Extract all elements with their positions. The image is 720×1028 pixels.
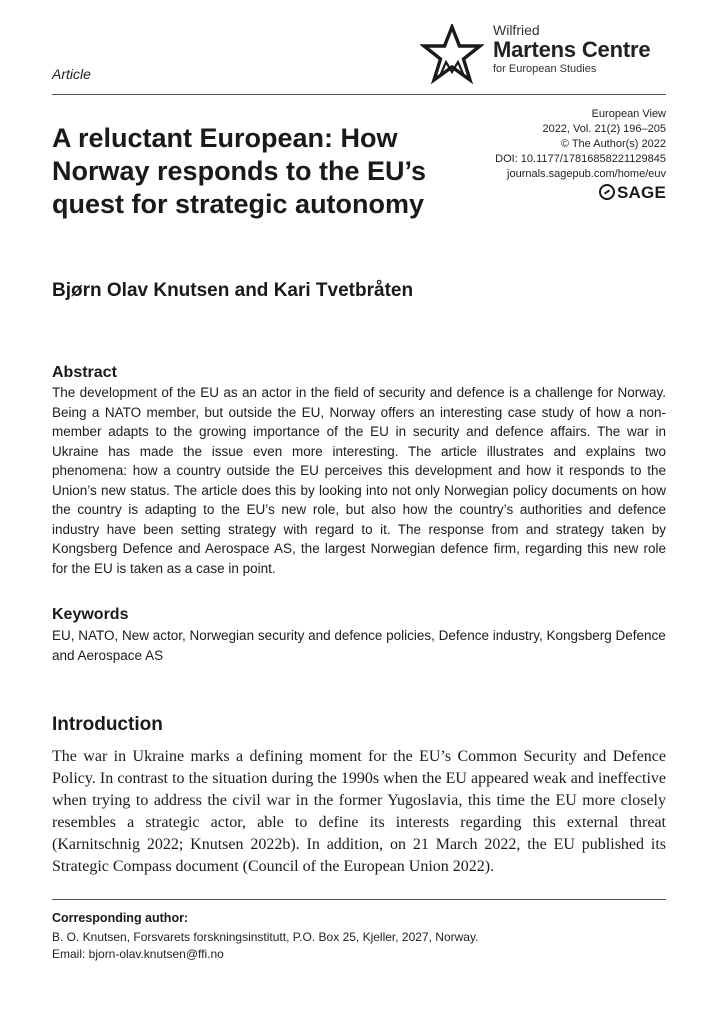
article-type-label: Article (52, 66, 91, 82)
keywords-heading: Keywords (52, 606, 129, 623)
abstract-heading: Abstract (52, 364, 117, 381)
sage-logo-text: SAGE (617, 183, 666, 202)
copyright-line: © The Author(s) 2022 (560, 138, 666, 150)
keywords-text: EU, NATO, New actor, Norwegian security and defence policies, Defence industry, Kongsberg Defence and Aerospace AS (52, 628, 666, 663)
introduction-heading: Introduction (52, 714, 163, 735)
logo-line-wilfried: Wilfried (493, 22, 540, 38)
introduction-text: The war in Ukraine marks a defining moment for the EU’s Common Security and Defence Policy. In contrast to the situation during the 1990s when the EU appeared weak and ineffective when trying to address the civil war in the former Yugoslavia, this time the EU more closely resembles a strategic actor, able to define its interests regarding this external threat (Karnitschnig 2022; Knutsen 2022b). In addition, on 21 March 2022, the EU published its Strategic Compass document (Council of the European Union 2022). (52, 748, 666, 875)
journal-name: European View (591, 108, 666, 120)
header-divider (52, 94, 666, 95)
sage-logo (599, 183, 666, 203)
star-logo-icon (420, 24, 484, 84)
logo-line-martens-centre: Martens Centre (493, 37, 651, 62)
sage-mark-icon (599, 184, 615, 200)
corresponding-author-details (52, 929, 478, 963)
logo-line-european-studies: for European Studies (493, 63, 597, 75)
martens-centre-logo (420, 22, 680, 86)
abstract-text: The development of the EU as an actor in the field of security and defence is a challenge for Norway. Being a NATO member, but outside the EU, Norway offers an interesting case study of how a non-member adapts to the growing importance of the EU in security and defence affairs. The war in Ukraine has made the issue even more interesting. The article illustrates and explains two phenomena: how a country outside the EU perceives this development and how it responds to the Union’s new status. The article does this by looking into not only Norwegian policy documents on how the country is adapting to the EU’s new role, but also how the country’s authorities and defence industry have been setting strategy with regard to it. The response from and strategy taken by Kongsberg Defence and Aerospace AS, the largest Norwegian defence firm, regarding this new role for the EU is taken as a case in point. (52, 385, 666, 576)
footnote-divider (52, 899, 666, 900)
doi-line: DOI: 10.1177/17816858221129845 (495, 153, 666, 165)
journal-url: journals.sagepub.com/home/euv (507, 168, 666, 180)
corresponding-address: B. O. Knutsen, Forsvarets forskningsinstitutt, P.O. Box 25, Kjeller, 2027, Norway. (52, 930, 479, 944)
article-authors: Bjørn Olav Knutsen and Kari Tvetbråten (52, 280, 414, 301)
corresponding-author-heading: Corresponding author: (52, 911, 189, 925)
journal-meta (495, 107, 666, 182)
journal-volume: 2022, Vol. 21(2) 196–205 (542, 123, 666, 135)
logo-text (493, 22, 650, 76)
article-title: A reluctant European: How Norway responds to the EU’s quest for strategic autonomy (52, 123, 427, 219)
corresponding-email: Email: bjorn-olav.knutsen@ffi.no (52, 947, 224, 961)
